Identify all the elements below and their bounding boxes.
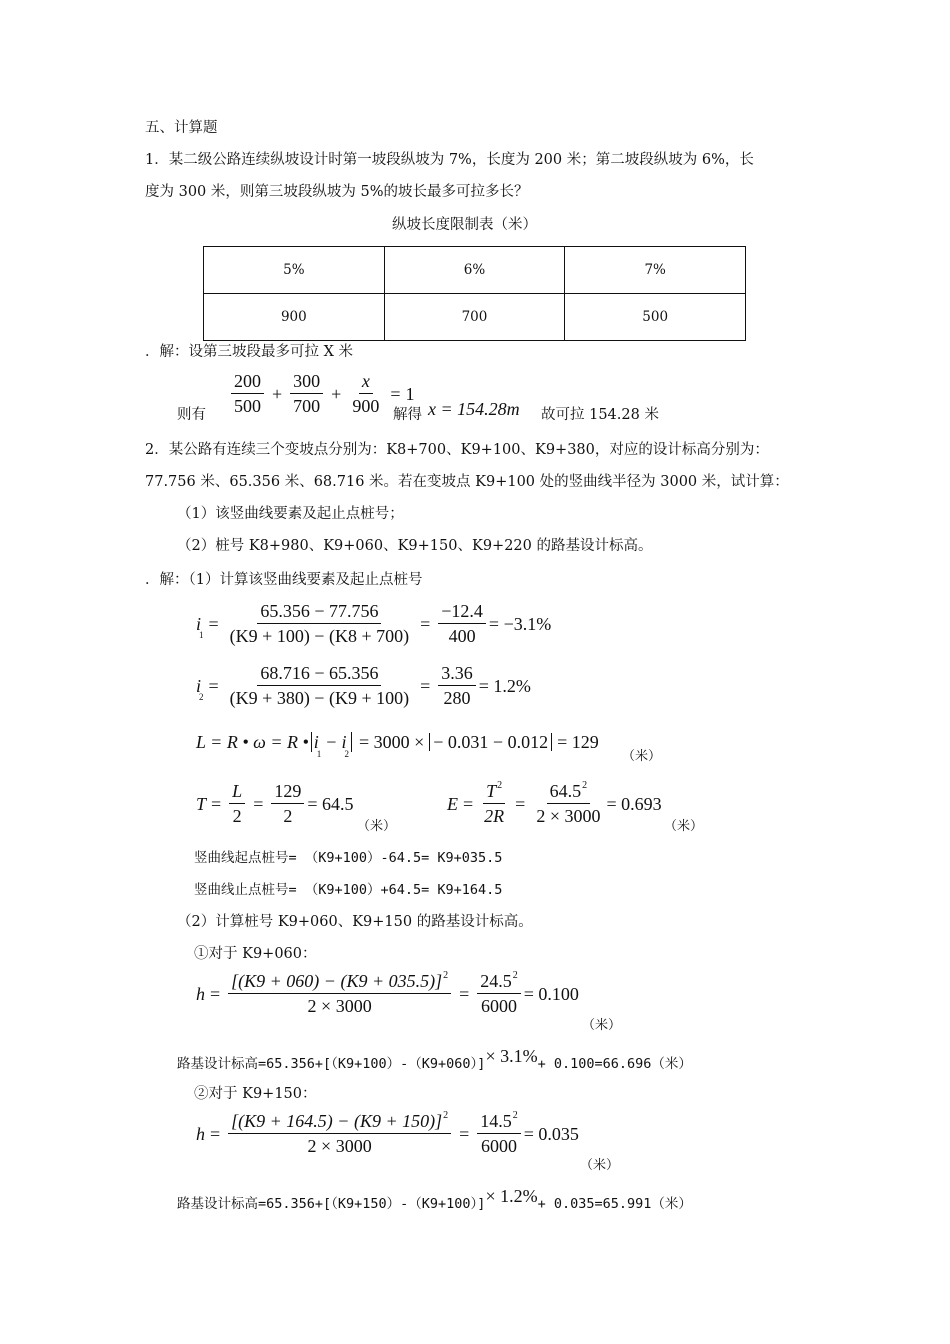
table-row: [204, 294, 746, 341]
conclusion: 故可拉 154.28 米: [541, 407, 659, 423]
eq-rhs: 1: [405, 383, 415, 404]
frac-num: x: [361, 371, 370, 391]
table-cell: 500: [565, 294, 746, 341]
frac-num: 300: [290, 372, 323, 394]
table-cell: 5%: [204, 247, 385, 294]
q2-line1: 2．某公路有连续三个变坡点分别为：K8+700、K9+100、K9+380，对应的设计标高分别为：: [145, 442, 769, 458]
unit-label: （米）: [357, 819, 397, 834]
frac-den: 2 × 3000: [307, 996, 372, 1016]
table-row: [204, 247, 746, 294]
q2-solution-intro: ．解：（1）计算该竖曲线要素及起止点桩号: [145, 572, 423, 588]
L-equation: L = R • ω = R • i 1 − i 2 = 3000 × − 0.031 − 0.012 = 129: [196, 732, 599, 759]
solve-value: x = 154.28m: [428, 399, 520, 419]
q2-sub1: （1）该竖曲线要素及起止点桩号；: [177, 506, 404, 522]
frac-num: 129: [271, 782, 304, 804]
case2-equation: h = $\frac{[(K9 + 164.5) - (K9 + 150)]^2}{2 \times 3000}$ = $\frac{14.5^2}{6000}$ = 0.035: [196, 1110, 579, 1156]
unit-label: （米）: [664, 819, 704, 834]
case1-title: ①对于 K9+060：: [194, 946, 317, 962]
frac-den: 2 × 3000: [307, 1136, 372, 1156]
then-label: 则有: [177, 407, 206, 423]
T-equation: T = $\frac{L}{2}$ = $\frac{129}{2}$ = 64.5: [196, 781, 354, 826]
case2-result: = 0.035: [523, 1123, 579, 1144]
q1-line1: 1．某二级公路连续纵坡设计时第一坡段纵坡为 7%，长度为 200 米；第二坡段纵坡为 6%，长: [145, 152, 754, 168]
q1-line2: 度为 300 米，则第三坡段纵坡为 5%的坡长最多可拉多长？: [145, 184, 529, 200]
frac-den: (K9 + 100) − (K8 + 700): [229, 626, 410, 646]
unit-label: （米）: [622, 749, 662, 764]
q2-sub2: （2）桩号 K8+980、K9+060、K9+150、K9+220 的路基设计标高。: [177, 538, 653, 554]
frac-den: 2: [283, 806, 293, 826]
section-title: 五、计算题: [145, 120, 218, 136]
table-cell: 900: [204, 294, 385, 341]
frac-num: 65.356 − 77.756: [257, 602, 381, 624]
unit-label: （米）: [582, 1018, 622, 1033]
frac-den: 6000: [481, 1136, 517, 1156]
table-cell: 700: [384, 294, 565, 341]
frac-den: 6000: [481, 996, 517, 1016]
case2-elevation: 路基设计标高=65.356+[（K9+150）-（K9+100）]× 1.2%+ 0.035=65.991（米）: [177, 1186, 692, 1212]
frac-den: 2: [232, 806, 242, 826]
end-station: 竖曲线止点桩号= （K9+100）+64.5= K9+164.5: [194, 882, 503, 898]
frac-den: 900: [352, 396, 380, 416]
case1-elevation: 路基设计标高=65.356+[（K9+100）-（K9+060）]× 3.1%+ 0.100=66.696（米）: [177, 1046, 692, 1072]
table-caption: 纵坡长度限制表（米）: [392, 217, 537, 233]
i1-equation: i 1 = $\frac{65.356 - 77.756}{(K9 + 100) - (K8 + 700)}$ = $\frac{-12.4}{400}$ = −3.1%: [196, 601, 552, 646]
frac-den: 280: [443, 688, 471, 708]
q1-equation: $\frac{200}{500}$ + $\frac{300}{700}$ + $\frac{x}{900}$ = 1: [228, 372, 414, 415]
frac-den: 2 × 3000: [536, 806, 601, 826]
part2-title: （2）计算桩号 K9+060、K9+150 的路基设计标高。: [177, 914, 533, 930]
T-result: = 64.5: [307, 793, 354, 814]
unit-label: （米）: [580, 1158, 620, 1173]
q1-solution-intro: ．解：设第三坡段最多可拉 X 米: [145, 344, 354, 360]
frac-den: (K9 + 380) − (K9 + 100): [229, 688, 410, 708]
solve-label: 解得: [393, 407, 422, 423]
i2-equation: i 2 = $\frac{68.716 - 65.356}{(K9 + 380) - (K9 + 100)}$ = $\frac{3.36}{280}$ = 1.2%: [196, 663, 531, 708]
frac-num: −12.4: [438, 602, 486, 624]
case1-equation: h = $\frac{[(K9 + 060) - (K9 + 035.5)]^2}{2 \times 3000}$ = $\frac{24.5^2}{6000}$ = 0.100: [196, 970, 579, 1016]
frac-den: 400: [448, 626, 476, 646]
frac-num: 3.36: [438, 664, 476, 686]
abs-value: − 0.031 − 0.012: [429, 733, 552, 751]
slope-length-table: [203, 246, 746, 341]
case1-result: = 0.100: [523, 983, 579, 1004]
frac-den: 700: [293, 396, 321, 416]
i1-result: = −3.1%: [488, 613, 552, 634]
case2-title: ②对于 K9+150：: [194, 1086, 317, 1102]
E-equation: E = $\frac{T^2}{2R}$ = $\frac{64.5^2}{2 \times 3000}$ = 0.693: [447, 780, 662, 826]
i2-result: = 1.2%: [478, 675, 531, 696]
frac-num: 200: [231, 372, 264, 394]
frac-den: 500: [234, 396, 261, 416]
frac-num: 68.716 − 65.356: [257, 664, 381, 686]
table-cell: 6%: [384, 247, 565, 294]
q2-line2: 77.756 米、65.356 米、68.716 米。若在变坡点 K9+100 处的竖曲线半径为 3000 米，试计算：: [145, 474, 789, 490]
E-result: = 0.693: [606, 793, 662, 814]
table-cell: 7%: [565, 247, 746, 294]
start-station: 竖曲线起点桩号= （K9+100）-64.5= K9+035.5: [194, 850, 503, 866]
